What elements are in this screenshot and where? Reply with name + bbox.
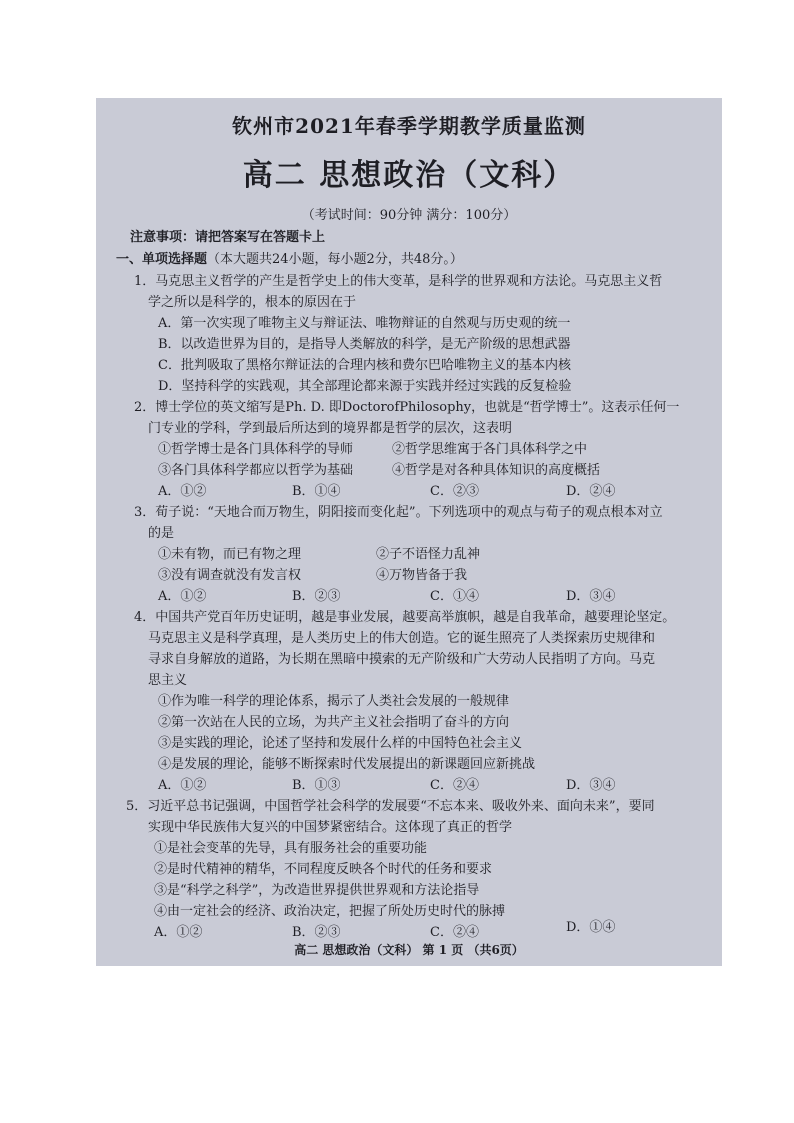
q3-stem-line-1: 3．荀子说：“天地合而万物生，阴阳接而变化起”。下列选项中的观点与荀子的观点根本对立 <box>134 505 663 520</box>
q2-item-4: ④哲学是对各种具体知识的高度概括 <box>392 463 601 478</box>
q1-option-a: A．第一次实现了唯物主义与辩证法、唯物辩证的自然观与历史观的统一 <box>158 316 571 331</box>
q3-item-2: ②子不语怪力乱神 <box>376 547 481 562</box>
q1-stem-line-2: 学之所以是科学的，根本的原因在于 <box>148 295 357 310</box>
q4-stem-line-3: 寻求自身解放的道路，为长期在黑暗中摸索的无产阶级和广大劳动人民指明了方向。马克 <box>148 652 656 667</box>
q4-option-a: A．①② <box>158 778 207 793</box>
q5-stem-line-1: 5．习近平总书记强调，中国哲学社会科学的发展要“不忘本来、吸收外来、面向未来”，要同 <box>126 799 655 814</box>
q3-item-3: ③没有调查就没有发言权 <box>158 568 302 583</box>
section-note: （本大题共24小题，每小题2分，共48分。） <box>207 252 463 267</box>
q2-option-c: C．②③ <box>430 484 479 499</box>
q3-option-c: C．①④ <box>430 589 479 604</box>
q2-stem-line-1: 2．博士学位的英文缩写是Ph. D. 即DoctorofPhilosophy，也就是“哲学博士”。这表示任何一 <box>134 400 680 415</box>
q3-item-1: ①未有物，而已有物之理 <box>158 547 302 562</box>
q4-option-c: C．②④ <box>430 778 479 793</box>
q2-option-b: B．①④ <box>292 484 341 499</box>
exam-title: 钦州市2021年春季学期教学质量监测 <box>232 114 586 138</box>
q5-option-c: C．②④ <box>430 925 479 940</box>
notice: 注意事项：请把答案写在答题卡上 <box>130 230 326 245</box>
q4-item-3: ③是实践的理论，论述了坚持和发展什么样的中国特色社会主义 <box>158 736 523 751</box>
q4-item-2: ②第一次站在人民的立场，为共产主义社会指明了奋斗的方向 <box>158 715 510 730</box>
q5-option-d: D．①④ <box>566 920 616 935</box>
q4-stem-line-1: 4．中国共产党百年历史证明，越是事业发展，越要高举旗帜，越是自我革命，越要理论坚定。 <box>134 610 676 625</box>
section-title: 一、单项选择题 <box>116 252 208 267</box>
q4-item-1: ①作为唯一科学的理论体系，揭示了人类社会发展的一般规律 <box>158 694 510 709</box>
q3-option-b: B．②③ <box>292 589 341 604</box>
exam-info: （考试时间：90分钟 满分：100分） <box>301 208 517 223</box>
q4-stem-line-4: 思主义 <box>148 673 188 688</box>
q4-option-d: D．③④ <box>566 778 616 793</box>
q3-option-a: A．①② <box>158 589 207 604</box>
q5-option-b: B．②③ <box>292 925 341 940</box>
q3-stem-line-2: 的是 <box>148 526 175 541</box>
section-header <box>116 248 463 267</box>
q2-item-1: ①哲学博士是各门具体科学的导师 <box>158 442 354 457</box>
q1-option-b: B．以改造世界为目的，是指导人类解放的科学，是无产阶级的思想武器 <box>158 337 571 352</box>
q4-stem-line-2: 马克思主义是科学真理，是人类历史上的伟大创造。它的诞生照亮了人类探索历史规律和 <box>148 631 656 646</box>
q5-option-a: A．①② <box>154 925 203 940</box>
q5-item-1: ①是社会变革的先导，具有服务社会的重要功能 <box>154 841 428 856</box>
q5-item-2: ②是时代精神的精华，不同程度反映各个时代的任务和要求 <box>154 862 493 877</box>
q3-option-d: D．③④ <box>566 589 616 604</box>
q2-item-3: ③各门具体科学都应以哲学为基础 <box>158 463 354 478</box>
q1-stem-line-1: 1．马克思主义哲学的产生是哲学史上的伟大变革，是科学的世界观和方法论。马克思主义哲 <box>134 274 663 289</box>
exam-paper <box>96 98 722 966</box>
q5-item-3: ③是“科学之科学”，为改造世界提供世界观和方法论指导 <box>154 883 480 898</box>
q2-item-2: ②哲学思维寓于各门具体科学之中 <box>392 442 588 457</box>
q5-stem-line-2: 实现中华民族伟大复兴的中国梦紧密结合。这体现了真正的哲学 <box>148 820 513 835</box>
subject-title: 高二 思想政治（文科） <box>242 158 576 193</box>
q2-stem-line-2: 门专业的学科，学到最后所达到的境界都是哲学的层次，这表明 <box>148 421 513 436</box>
q4-item-4: ④是发展的理论，能够不断探索时代发展提出的新课题回应新挑战 <box>158 757 536 772</box>
page-footer: 高二 思想政治（文科） 第 1 页 （共6页） <box>294 943 524 957</box>
q2-option-a: A．①② <box>158 484 207 499</box>
q1-option-c: C．批判吸取了黑格尔辩证法的合理内核和费尔巴哈唯物主义的基本内核 <box>158 358 571 373</box>
q2-option-d: D．②④ <box>566 484 616 499</box>
q1-option-d: D．坚持科学的实践观，其全部理论都来源于实践并经过实践的反复检验 <box>158 379 572 394</box>
q3-item-4: ④万物皆备于我 <box>376 568 468 583</box>
q4-option-b: B．①③ <box>292 778 341 793</box>
q5-item-4: ④由一定社会的经济、政治决定，把握了所处历史时代的脉搏 <box>154 904 506 919</box>
